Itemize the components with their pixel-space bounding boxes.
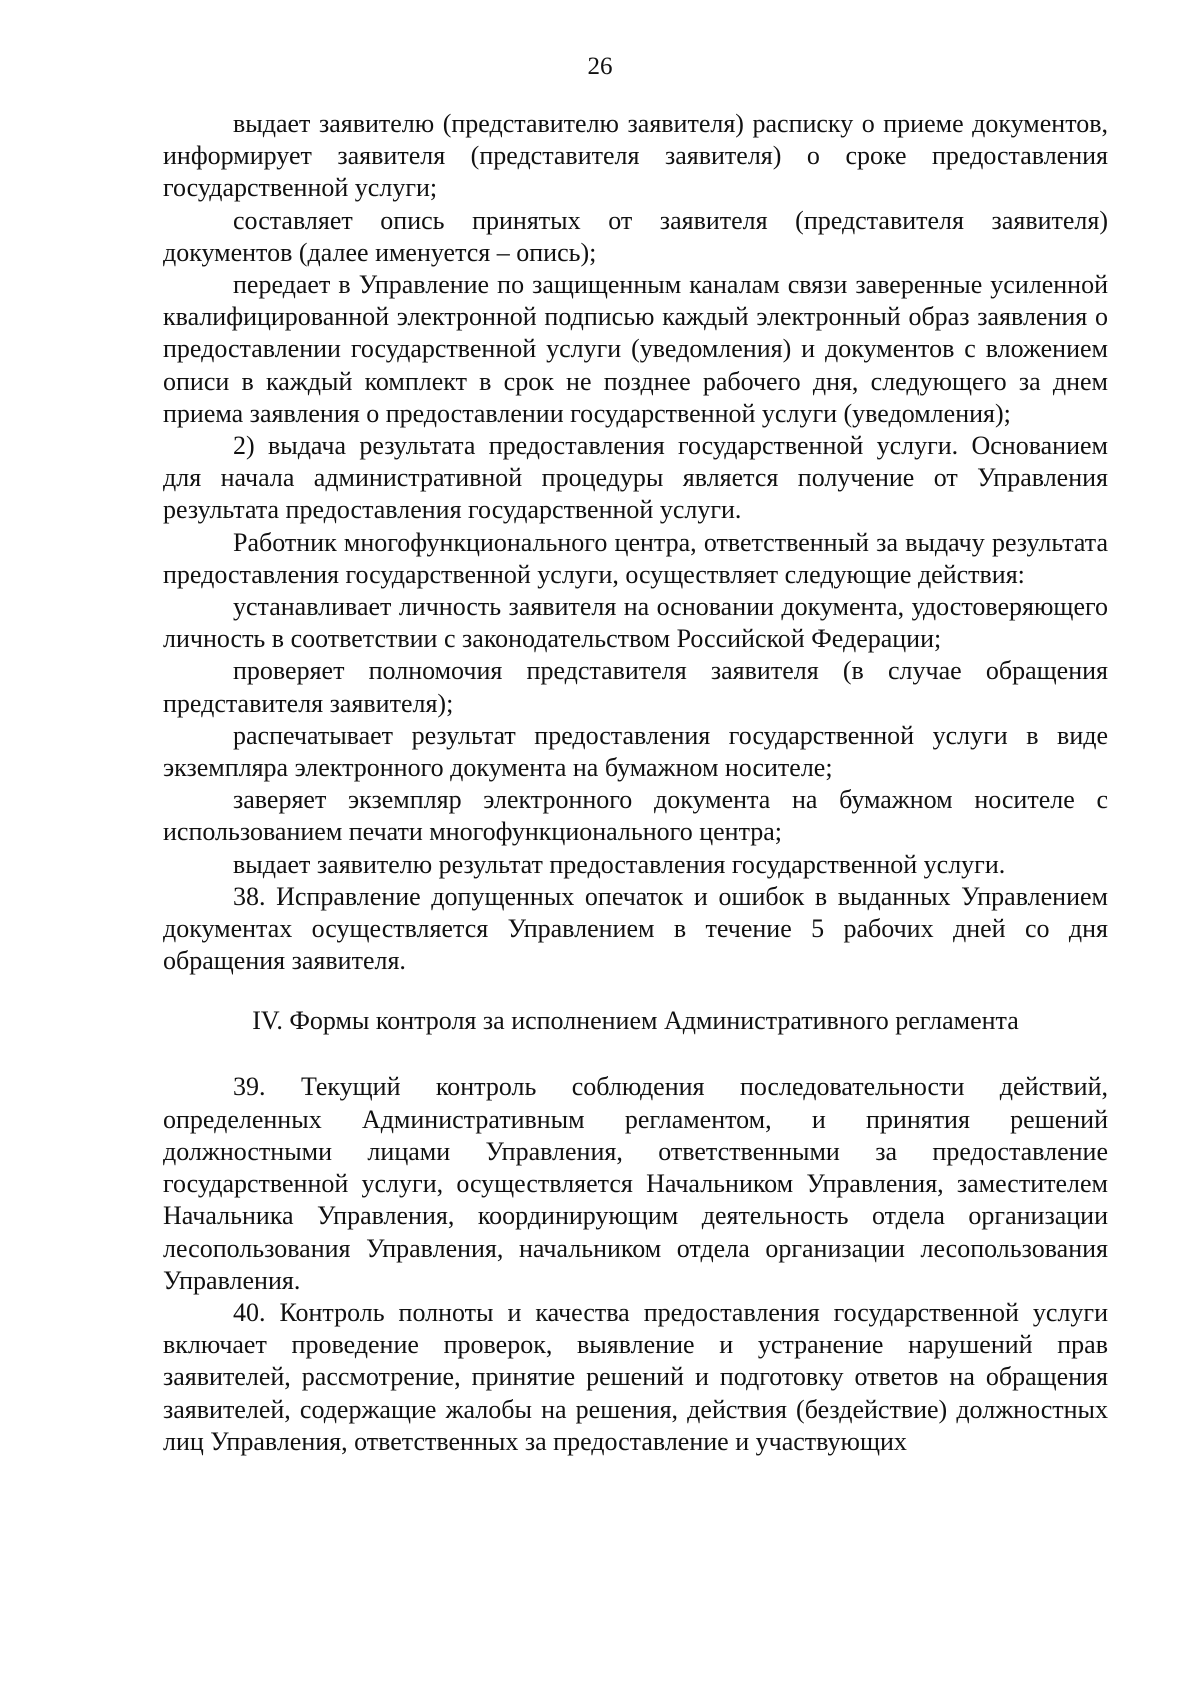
paragraph: устанавливает личность заявителя на основании документа, удостоверяющего личность в соответствии с законодательством Российской Федерации; <box>163 592 1108 654</box>
paragraph: передает в Управление по защищенным каналам связи заверенные усиленной квалифицированной электронной подписью каждый электронный образ заявления о предоставлении государственной услуги (уведомления) и документов с вложением описи в каждый комплект в срок не позднее рабочего дня, следующего за днем приема заявления о предоставлении государственной услуги (уведомления); <box>163 270 1108 428</box>
paragraph: составляет опись принятых от заявителя (представителя заявителя) документов (далее именуется – опись); <box>163 205 1108 267</box>
page-number: 26 <box>587 53 613 80</box>
section-heading: IV. Формы контроля за исполнением Административного регламента <box>252 1006 1019 1036</box>
paragraph: Работник многофункционального центра, ответственный за выдачу результата предоставления государственной услуги, осуществляет следующие действия: <box>163 527 1108 589</box>
paragraph: выдает заявителю результат предоставления государственной услуги. <box>233 849 1006 879</box>
paragraph: 38. Исправление допущенных опечаток и ошибок в выданных Управлением документах осуществляется Управлением в течение 5 рабочих дней со дня обращения заявителя. <box>163 881 1108 976</box>
document-body <box>163 108 1108 1458</box>
paragraph: 2) выдача результата предоставления государственной услуги. Основанием для начала административной процедуры является получение от Управления результата предоставления государственной услуги. <box>163 431 1108 525</box>
paragraph: 40. Контроль полноты и качества предоставления государственной услуги включает проведение проверок, выявление и устранение нарушений прав заявителей, рассмотрение, принятие решений и подготовку ответов на обращения заявителей, содержащие жалобы на решения, действия (бездействие) должностных лиц Управления, ответственных за предоставление и участвующих <box>163 1297 1108 1456</box>
paragraph: 39. Текущий контроль соблюдения последовательности действий, определенных Административным регламентом, и принятия решений должностными лицами Управления, ответственными за предоставление государственной услуги, осуществляется Начальником Управления, заместителем Начальника Управления, координирующим деятельность отдела организации лесопользования Управления, начальником отдела организации лесопользования Управления. <box>163 1072 1108 1295</box>
paragraph: заверяет экземпляр электронного документа на бумажном носителе с использованием печати многофункционального центра; <box>163 785 1108 847</box>
paragraph: выдает заявителю (представителю заявителя) расписку о приеме документов, информирует заявителя (представителя заявителя) о сроке предоставления государственной услуги; <box>163 109 1108 203</box>
paragraph: распечатывает результат предоставления государственной услуги в виде экземпляра электронного документа на бумажном носителе; <box>163 720 1108 783</box>
paragraph: проверяет полномочия представителя заявителя (в случае обращения представителя заявителя); <box>163 656 1108 718</box>
